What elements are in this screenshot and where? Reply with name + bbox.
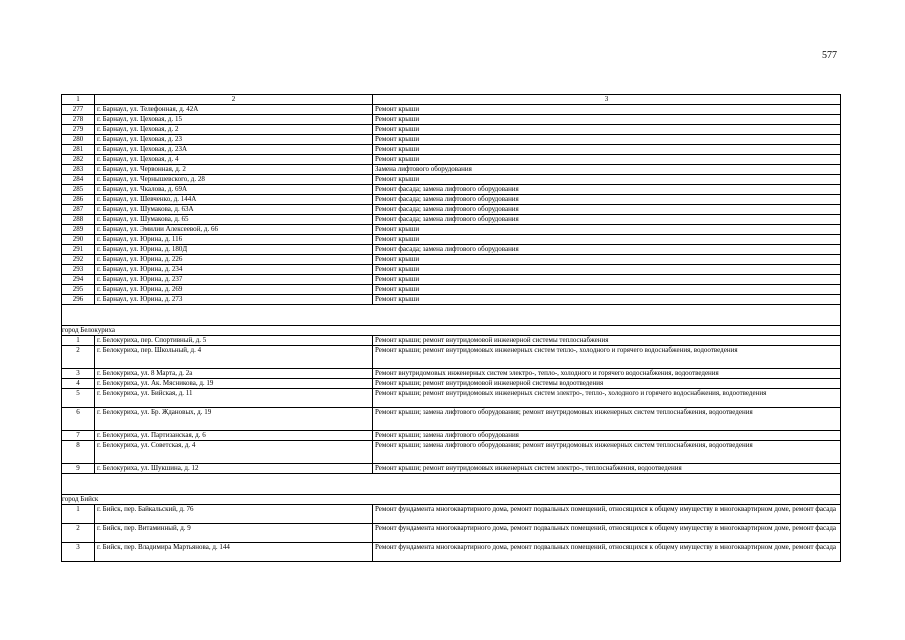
row-work: Ремонт крыши: [373, 235, 841, 245]
row-work: Ремонт фундамента многоквартирного дома, ремонт подвальных помещений, относящихся к общему имуществу в многоквартирном доме, ремонт фасада: [373, 524, 841, 543]
table-row: [62, 205, 841, 215]
row-work: Ремонт крыши: [373, 225, 841, 235]
row-work: Замена лифтового оборудования: [373, 165, 841, 175]
row-number: 3: [62, 369, 95, 379]
row-address: г. Барнаул, ул. Червонная, д. 2: [95, 165, 373, 175]
table-row: [62, 145, 841, 155]
row-address: г. Белокуриха, ул. Советская, д. 4: [95, 441, 373, 464]
table-row: [62, 464, 841, 474]
table-row: [62, 255, 841, 265]
section-title-row: [62, 495, 841, 505]
row-address: г. Белокуриха, пер. Спортивный, д. 5: [95, 336, 373, 346]
section-title: город Бийск: [62, 495, 841, 505]
row-work: Ремонт крыши; ремонт внутридомовой инженерной системы водоотведения: [373, 379, 841, 389]
repair-table: [61, 94, 841, 562]
row-address: г. Барнаул, ул. Шевченко, д. 144А: [95, 195, 373, 205]
row-work: Ремонт фасада; замена лифтового оборудования: [373, 215, 841, 225]
row-address: г. Барнаул, ул. Шумакова, д. 63А: [95, 205, 373, 215]
table-row: [62, 505, 841, 524]
table-row: [62, 346, 841, 369]
page-number: 577: [822, 50, 837, 61]
table-row: [62, 285, 841, 295]
spacer-cell: [62, 474, 841, 495]
row-address: г. Барнаул, ул. Юрина, д. 269: [95, 285, 373, 295]
row-work: Ремонт фасада; замена лифтового оборудования: [373, 195, 841, 205]
spacer-cell: [62, 305, 841, 326]
row-address: г. Барнаул, ул. Юрина, д. 116: [95, 235, 373, 245]
row-number: 1: [62, 336, 95, 346]
table-row: [62, 543, 841, 562]
table-row: [62, 295, 841, 305]
row-number: 284: [62, 175, 95, 185]
row-work: Ремонт крыши: [373, 125, 841, 135]
row-work: Ремонт крыши; ремонт внутридомовых инженерных систем электро-, теплоснабжения, водоотведения: [373, 464, 841, 474]
row-work: Ремонт крыши: [373, 155, 841, 165]
row-number: 285: [62, 185, 95, 195]
row-number: 279: [62, 125, 95, 135]
table-row: [62, 235, 841, 245]
row-address: г. Барнаул, ул. Цеховая, д. 2: [95, 125, 373, 135]
row-work: Ремонт фасада; замена лифтового оборудования: [373, 185, 841, 195]
row-work: Ремонт крыши: [373, 105, 841, 115]
row-address: г. Барнаул, ул. Цеховая, д. 15: [95, 115, 373, 125]
row-number: 2: [62, 346, 95, 369]
row-work: Ремонт крыши; замена лифтового оборудования: [373, 431, 841, 441]
row-number: 9: [62, 464, 95, 474]
table-row: [62, 336, 841, 346]
row-work: Ремонт крыши; ремонт внутридомовых инженерных систем тепло-, холодного и горячего водоснабжения, водоотведения: [373, 346, 841, 369]
row-work: Ремонт крыши; ремонт внутридомовых инженерных систем электро-, тепло-, холодного и горячего водоснабжения, водоотведения: [373, 389, 841, 408]
row-number: 3: [62, 543, 95, 562]
table-row: [62, 185, 841, 195]
row-work: Ремонт фундамента многоквартирного дома, ремонт подвальных помещений, относящихся к общему имуществу в многоквартирном доме, ремонт фасада: [373, 543, 841, 562]
header-col-2: 2: [95, 95, 373, 105]
header-col-3: 3: [373, 95, 841, 105]
row-address: г. Белокуриха, ул. Шукшина, д. 12: [95, 464, 373, 474]
row-address: г. Бийск, пер. Витаминный, д. 9: [95, 524, 373, 543]
row-address: г. Белокуриха, пер. Школьный, д. 4: [95, 346, 373, 369]
section-title-row: [62, 326, 841, 336]
row-number: 7: [62, 431, 95, 441]
table-row: [62, 115, 841, 125]
table-row: [62, 524, 841, 543]
table-row: [62, 245, 841, 255]
row-number: 290: [62, 235, 95, 245]
section-spacer: [62, 305, 841, 326]
row-number: 281: [62, 145, 95, 155]
table-row: [62, 165, 841, 175]
row-number: 2: [62, 524, 95, 543]
row-work: Ремонт фасада; замена лифтового оборудования: [373, 205, 841, 215]
row-address: г. Барнаул, ул. Юрина, д. 273: [95, 295, 373, 305]
row-number: 5: [62, 389, 95, 408]
header-col-1: 1: [62, 95, 95, 105]
table-row: [62, 265, 841, 275]
row-address: г. Барнаул, ул. Шумакова, д. 65: [95, 215, 373, 225]
row-work: Ремонт внутридомовых инженерных систем электро-, тепло-, холодного и горячего водоснабжения, водоотведения: [373, 369, 841, 379]
row-address: г. Барнаул, ул. Телефонная, д. 42А: [95, 105, 373, 115]
row-address: г. Белокуриха, ул. Ак. Мясникова, д. 19: [95, 379, 373, 389]
row-work: Ремонт крыши: [373, 295, 841, 305]
table-row: [62, 155, 841, 165]
row-address: г. Барнаул, ул. Эмилии Алексеевой, д. 66: [95, 225, 373, 235]
table-row: [62, 379, 841, 389]
section-spacer: [62, 474, 841, 495]
table-row: [62, 215, 841, 225]
row-number: 1: [62, 505, 95, 524]
row-number: 294: [62, 275, 95, 285]
row-address: г. Барнаул, ул. Юрина, д. 234: [95, 265, 373, 275]
table-row: [62, 408, 841, 431]
row-number: 291: [62, 245, 95, 255]
row-address: г. Белокуриха, ул. Бийская, д. 11: [95, 389, 373, 408]
row-number: 278: [62, 115, 95, 125]
row-number: 280: [62, 135, 95, 145]
table-header-row: [62, 95, 841, 105]
row-number: 287: [62, 205, 95, 215]
row-work: Ремонт крыши; замена лифтового оборудования; ремонт внутридомовых инженерных систем теплоснабжения, водоотведения: [373, 441, 841, 464]
row-address: г. Бийск, пер. Владимира Мартьянова, д. 144: [95, 543, 373, 562]
row-address: г. Бийск, пер. Байкальский, д. 76: [95, 505, 373, 524]
row-address: г. Барнаул, ул. Чернышевского, д. 28: [95, 175, 373, 185]
row-address: г. Барнаул, ул. Цеховая, д. 23А: [95, 145, 373, 155]
row-number: 282: [62, 155, 95, 165]
table-row: [62, 195, 841, 205]
row-address: г. Барнаул, ул. Юрина, д. 226: [95, 255, 373, 265]
row-work: Ремонт крыши: [373, 135, 841, 145]
row-number: 296: [62, 295, 95, 305]
row-work: Ремонт крыши: [373, 275, 841, 285]
row-address: г. Барнаул, ул. Чкалова, д. 69А: [95, 185, 373, 195]
row-address: г. Белокуриха, ул. Бр. Ждановых, д. 19: [95, 408, 373, 431]
row-number: 4: [62, 379, 95, 389]
row-number: 6: [62, 408, 95, 431]
row-address: г. Барнаул, ул. Юрина, д. 180Д: [95, 245, 373, 255]
table-row: [62, 431, 841, 441]
table-row: [62, 441, 841, 464]
table-row: [62, 389, 841, 408]
row-address: г. Барнаул, ул. Цеховая, д. 4: [95, 155, 373, 165]
row-number: 292: [62, 255, 95, 265]
row-work: Ремонт крыши: [373, 285, 841, 295]
row-work: Ремонт крыши: [373, 175, 841, 185]
row-number: 283: [62, 165, 95, 175]
row-address: г. Белокуриха, ул. 8 Марта, д. 2а: [95, 369, 373, 379]
table-row: [62, 105, 841, 115]
table-row: [62, 369, 841, 379]
row-number: 8: [62, 441, 95, 464]
row-number: 277: [62, 105, 95, 115]
table-row: [62, 275, 841, 285]
row-work: Ремонт крыши; ремонт внутридомовой инженерной системы теплоснабжения: [373, 336, 841, 346]
row-number: 295: [62, 285, 95, 295]
row-work: Ремонт крыши: [373, 145, 841, 155]
table-row: [62, 135, 841, 145]
row-number: 288: [62, 215, 95, 225]
row-number: 286: [62, 195, 95, 205]
row-number: 293: [62, 265, 95, 275]
section-title: город Белокуриха: [62, 326, 841, 336]
row-address: г. Белокуриха, ул. Партизанская, д. 6: [95, 431, 373, 441]
table-row: [62, 225, 841, 235]
row-address: г. Барнаул, ул. Цеховая, д. 23: [95, 135, 373, 145]
row-number: 289: [62, 225, 95, 235]
row-work: Ремонт фасада; замена лифтового оборудования: [373, 245, 841, 255]
row-work: Ремонт крыши; замена лифтового оборудования; ремонт внутридомовых инженерных систем теплоснабжения, водоотведения: [373, 408, 841, 431]
row-work: Ремонт фундамента многоквартирного дома, ремонт подвальных помещений, относящихся к общему имуществу в многоквартирном доме, ремонт фасада: [373, 505, 841, 524]
row-work: Ремонт крыши: [373, 115, 841, 125]
row-work: Ремонт крыши: [373, 255, 841, 265]
row-address: г. Барнаул, ул. Юрина, д. 237: [95, 275, 373, 285]
row-work: Ремонт крыши: [373, 265, 841, 275]
table-row: [62, 175, 841, 185]
table-row: [62, 125, 841, 135]
